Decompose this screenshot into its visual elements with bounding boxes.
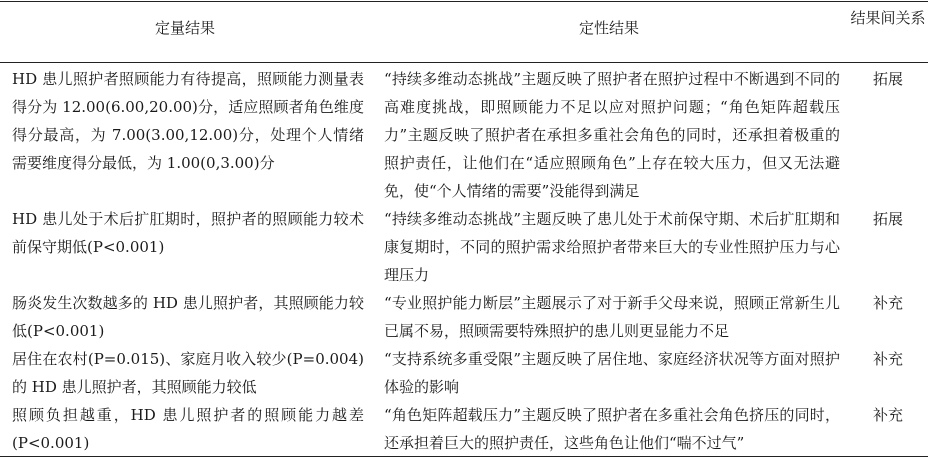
- row3-quantitative: 肠炎发生次数越多的 HD 患儿照护者，其照顾能力较低(P<0.001): [12, 294, 364, 340]
- row5-qualitative: “角色矩阵超载压力”主题反映了照护者在多重社会角色挤压的同时，还承担着巨大的照护责任，这些角色让他们“喘不过气”: [384, 406, 840, 452]
- row4-quantitative: 居住在农村(P=0.015)、家庭月收入较少(P=0.004)的 HD 患儿照护者，其照顾能力较低: [12, 350, 364, 396]
- row1-qualitative: “持续多维动态挑战”主题反映了照护者在照护过程中不断遇到不同的高难度挑战，即照顾能力不足以应对照护问题；“角色矩阵超载压力”主题反映了照护者在承担多重社会角色的同时，还承担着极重的照护责任，让他们在“适应照顾角色”上存在较大压力，但又无法避免，使“个人情绪的需要”没能得到满足: [384, 70, 840, 200]
- row2-qualitative: “持续多维动态挑战”主题反映了患儿处于术前保守期、术后扩肛期和康复期时，不同的照护需求给照护者带来巨大的专业性照护压力与心理压力: [384, 210, 840, 284]
- table-top-rule: [0, 1, 928, 2]
- table-bottom-rule: [0, 456, 928, 457]
- row5-relation: 补充: [872, 406, 903, 424]
- row2-relation: 拓展: [872, 210, 903, 228]
- row3-relation: 补充: [872, 294, 903, 312]
- row1-relation: 拓展: [872, 70, 903, 88]
- row2-quantitative: HD 患儿处于术后扩肛期时，照护者的照顾能力较术前保守期低(P<0.001): [12, 210, 364, 256]
- row4-qualitative: “支持系统多重受限”主题反映了居住地、家庭经济状况等方面对照护体验的影响: [384, 350, 840, 396]
- row4-relation: 补充: [872, 350, 903, 368]
- header-relation: 结果间关系: [850, 9, 926, 27]
- header-quantitative: 定量结果: [154, 19, 215, 37]
- row3-qualitative: “专业照护能力断层”主题展示了对于新手父母来说，照顾正常新生儿已属不易，照顾需要特殊照护的患儿则更显能力不足: [384, 294, 840, 340]
- row1-quantitative: HD 患儿照护者照顾能力有待提高，照顾能力测量表得分为 12.00(6.00,20.00)分，适应照顾者角色维度得分最高，为 7.00(3.00,12.00)分，处理个人情绪需要维度得分最低，为 1.00(0,3.00)分: [12, 70, 364, 172]
- header-qualitative: 定性结果: [578, 19, 639, 37]
- table-header-rule: [0, 62, 928, 63]
- row5-quantitative: 照顾负担越重，HD 患儿照护者的照顾能力越差(P<0.001): [12, 406, 364, 452]
